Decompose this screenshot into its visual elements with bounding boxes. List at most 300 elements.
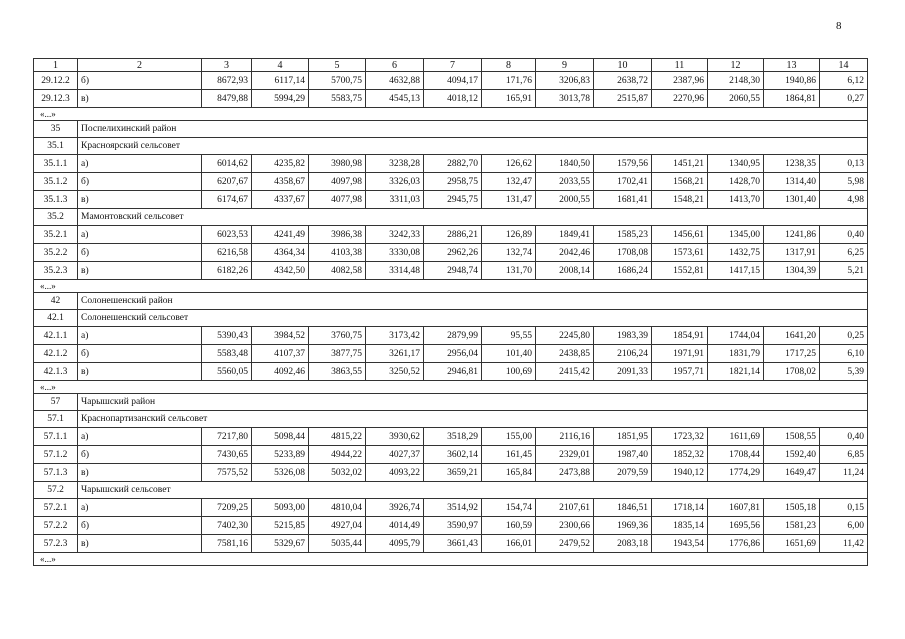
value-cell: 2479,52: [536, 535, 594, 553]
value-cell: 2948,74: [424, 262, 482, 280]
value-cell: 1708,08: [594, 244, 652, 262]
value-cell: 3206,83: [536, 72, 594, 90]
value-cell: 3238,28: [366, 155, 424, 173]
column-header: 2: [78, 59, 202, 72]
column-header: 4: [252, 59, 309, 72]
section-row: [34, 310, 868, 327]
column-header: 7: [424, 59, 482, 72]
value-cell: 1585,23: [594, 226, 652, 244]
value-cell: 1708,44: [708, 446, 764, 464]
row-code: 42.1.3: [34, 363, 78, 381]
row-code: 35.2.2: [34, 244, 78, 262]
value-cell: 11,42: [820, 535, 868, 553]
value-cell: 3926,74: [366, 499, 424, 517]
row-code: 35.1.3: [34, 191, 78, 209]
table-row: [34, 428, 868, 446]
value-cell: 1451,21: [652, 155, 708, 173]
table-row: [34, 327, 868, 345]
value-cell: 1573,61: [652, 244, 708, 262]
row-label: б): [78, 244, 202, 262]
row-code: 42.1.2: [34, 345, 78, 363]
value-cell: 1718,14: [652, 499, 708, 517]
row-label: в): [78, 535, 202, 553]
section-label: Краснопартизанский сельсовет: [78, 411, 868, 428]
value-cell: 1607,81: [708, 499, 764, 517]
value-cell: 0,13: [820, 155, 868, 173]
value-cell: 4077,98: [309, 191, 366, 209]
value-cell: 1592,40: [764, 446, 820, 464]
value-cell: 2060,55: [708, 90, 764, 108]
value-cell: 6174,67: [202, 191, 252, 209]
value-cell: 3013,78: [536, 90, 594, 108]
value-cell: 1702,41: [594, 173, 652, 191]
value-cell: 1776,86: [708, 535, 764, 553]
value-cell: 126,89: [482, 226, 536, 244]
value-cell: 4097,98: [309, 173, 366, 191]
section-label: Красноярский сельсовет: [78, 138, 868, 155]
column-header: 5: [309, 59, 366, 72]
value-cell: 132,74: [482, 244, 536, 262]
value-cell: 5093,00: [252, 499, 309, 517]
value-cell: 1345,00: [708, 226, 764, 244]
row-code: 35.2.1: [34, 226, 78, 244]
table-row: [34, 262, 868, 280]
value-cell: 2079,59: [594, 464, 652, 482]
row-code: 57.1.3: [34, 464, 78, 482]
value-cell: 5215,85: [252, 517, 309, 535]
omission-row: [34, 108, 868, 121]
column-header: 10: [594, 59, 652, 72]
row-label: в): [78, 262, 202, 280]
value-cell: 3314,48: [366, 262, 424, 280]
row-code: 57.1.2: [34, 446, 78, 464]
column-header: 3: [202, 59, 252, 72]
row-label: б): [78, 345, 202, 363]
table-row: [34, 535, 868, 553]
column-header: 14: [820, 59, 868, 72]
value-cell: 1301,40: [764, 191, 820, 209]
value-cell: 4241,49: [252, 226, 309, 244]
section-label: Поспелихинский район: [78, 121, 868, 138]
value-cell: 1969,36: [594, 517, 652, 535]
value-cell: 6,00: [820, 517, 868, 535]
section-label: Солонешенский район: [78, 293, 868, 310]
column-header: 6: [366, 59, 424, 72]
value-cell: 1864,81: [764, 90, 820, 108]
value-cell: 4094,17: [424, 72, 482, 90]
column-header: 13: [764, 59, 820, 72]
value-cell: 0,15: [820, 499, 868, 517]
value-cell: 4095,79: [366, 535, 424, 553]
table-row: [34, 226, 868, 244]
row-label: в): [78, 191, 202, 209]
value-cell: 6014,62: [202, 155, 252, 173]
row-code: 35.1.2: [34, 173, 78, 191]
section-label: Чарышский район: [78, 394, 868, 411]
value-cell: 6182,26: [202, 262, 252, 280]
value-cell: 3661,43: [424, 535, 482, 553]
value-cell: 2438,85: [536, 345, 594, 363]
value-cell: 2638,72: [594, 72, 652, 90]
section-code: 57.2: [34, 482, 78, 499]
value-cell: 3330,08: [366, 244, 424, 262]
value-cell: 1835,14: [652, 517, 708, 535]
value-cell: 1846,51: [594, 499, 652, 517]
value-cell: 1717,25: [764, 345, 820, 363]
value-cell: 3863,55: [309, 363, 366, 381]
value-cell: 4358,67: [252, 173, 309, 191]
value-cell: 3659,21: [424, 464, 482, 482]
value-cell: 6,25: [820, 244, 868, 262]
value-cell: 165,84: [482, 464, 536, 482]
value-cell: 1317,91: [764, 244, 820, 262]
header-row: [34, 59, 868, 72]
value-cell: 1774,29: [708, 464, 764, 482]
value-cell: 5,21: [820, 262, 868, 280]
value-cell: 2106,24: [594, 345, 652, 363]
section-code: 57: [34, 394, 78, 411]
section-code: 35.1: [34, 138, 78, 155]
table-row: [34, 173, 868, 191]
row-label: в): [78, 464, 202, 482]
value-cell: 95,55: [482, 327, 536, 345]
value-cell: 2148,30: [708, 72, 764, 90]
value-cell: 3518,29: [424, 428, 482, 446]
table-row: [34, 155, 868, 173]
value-cell: 2091,33: [594, 363, 652, 381]
value-cell: 2879,99: [424, 327, 482, 345]
row-label: в): [78, 363, 202, 381]
value-cell: 1238,35: [764, 155, 820, 173]
value-cell: 5,39: [820, 363, 868, 381]
value-cell: 2886,21: [424, 226, 482, 244]
value-cell: 2083,18: [594, 535, 652, 553]
value-cell: 5233,89: [252, 446, 309, 464]
section-code: 35: [34, 121, 78, 138]
value-cell: 4944,22: [309, 446, 366, 464]
row-code: 57.2.2: [34, 517, 78, 535]
value-cell: 1940,86: [764, 72, 820, 90]
value-cell: 2962,26: [424, 244, 482, 262]
section-row: [34, 482, 868, 499]
section-row: [34, 121, 868, 138]
omission-row: [34, 381, 868, 394]
value-cell: 1821,14: [708, 363, 764, 381]
value-cell: 1849,41: [536, 226, 594, 244]
value-cell: 4092,46: [252, 363, 309, 381]
row-code: 29.12.2: [34, 72, 78, 90]
value-cell: 2946,81: [424, 363, 482, 381]
value-cell: 7217,80: [202, 428, 252, 446]
value-cell: 4337,67: [252, 191, 309, 209]
value-cell: 2107,61: [536, 499, 594, 517]
value-cell: 4927,04: [309, 517, 366, 535]
value-cell: 3261,17: [366, 345, 424, 363]
tariff-table: [33, 58, 868, 566]
value-cell: 2245,80: [536, 327, 594, 345]
row-code: 35.2.3: [34, 262, 78, 280]
omission-mark: «...»: [34, 280, 868, 293]
value-cell: 101,40: [482, 345, 536, 363]
value-cell: 5326,08: [252, 464, 309, 482]
value-cell: 2882,70: [424, 155, 482, 173]
value-cell: 1681,41: [594, 191, 652, 209]
value-cell: 1340,95: [708, 155, 764, 173]
value-cell: 1708,02: [764, 363, 820, 381]
section-code: 42.1: [34, 310, 78, 327]
value-cell: 3980,98: [309, 155, 366, 173]
value-cell: 0,25: [820, 327, 868, 345]
row-label: а): [78, 428, 202, 446]
table-row: [34, 363, 868, 381]
value-cell: 4815,22: [309, 428, 366, 446]
value-cell: 3242,33: [366, 226, 424, 244]
value-cell: 3173,42: [366, 327, 424, 345]
value-cell: 5035,44: [309, 535, 366, 553]
omission-mark: «...»: [34, 108, 868, 121]
value-cell: 1695,56: [708, 517, 764, 535]
value-cell: 6216,58: [202, 244, 252, 262]
row-code: 35.1.1: [34, 155, 78, 173]
row-label: а): [78, 226, 202, 244]
value-cell: 100,69: [482, 363, 536, 381]
value-cell: 1641,20: [764, 327, 820, 345]
value-cell: 1943,54: [652, 535, 708, 553]
value-cell: 1831,79: [708, 345, 764, 363]
value-cell: 0,40: [820, 226, 868, 244]
value-cell: 2956,04: [424, 345, 482, 363]
value-cell: 166,01: [482, 535, 536, 553]
omission-mark: «...»: [34, 381, 868, 394]
section-row: [34, 411, 868, 428]
value-cell: 1854,91: [652, 327, 708, 345]
value-cell: 6,12: [820, 72, 868, 90]
value-cell: 1651,69: [764, 535, 820, 553]
value-cell: 165,91: [482, 90, 536, 108]
value-cell: 2415,42: [536, 363, 594, 381]
value-cell: 1723,32: [652, 428, 708, 446]
value-cell: 126,62: [482, 155, 536, 173]
row-label: б): [78, 173, 202, 191]
row-label: а): [78, 499, 202, 517]
value-cell: 6,10: [820, 345, 868, 363]
section-code: 35.2: [34, 209, 78, 226]
value-cell: 11,24: [820, 464, 868, 482]
row-code: 42.1.1: [34, 327, 78, 345]
row-code: 57.2.3: [34, 535, 78, 553]
value-cell: 2945,75: [424, 191, 482, 209]
value-cell: 0,27: [820, 90, 868, 108]
value-cell: 5390,43: [202, 327, 252, 345]
table-row: [34, 499, 868, 517]
value-cell: 3877,75: [309, 345, 366, 363]
value-cell: 4103,38: [309, 244, 366, 262]
omission-row: [34, 553, 868, 566]
table-row: [34, 72, 868, 90]
section-code: 57.1: [34, 411, 78, 428]
value-cell: 5583,75: [309, 90, 366, 108]
table-body: [34, 72, 868, 566]
value-cell: 3984,52: [252, 327, 309, 345]
value-cell: 3250,52: [366, 363, 424, 381]
value-cell: 1940,12: [652, 464, 708, 482]
table-row: [34, 517, 868, 535]
value-cell: 7581,16: [202, 535, 252, 553]
value-cell: 2033,55: [536, 173, 594, 191]
value-cell: 2473,88: [536, 464, 594, 482]
row-label: б): [78, 72, 202, 90]
column-header: 11: [652, 59, 708, 72]
column-header: 9: [536, 59, 594, 72]
value-cell: 7402,30: [202, 517, 252, 535]
section-label: Чарышский сельсовет: [78, 482, 868, 499]
value-cell: 5994,29: [252, 90, 309, 108]
value-cell: 1552,81: [652, 262, 708, 280]
section-row: [34, 138, 868, 155]
value-cell: 4082,58: [309, 262, 366, 280]
row-label: б): [78, 446, 202, 464]
value-cell: 3311,03: [366, 191, 424, 209]
value-cell: 8672,93: [202, 72, 252, 90]
value-cell: 3514,92: [424, 499, 482, 517]
value-cell: 3326,03: [366, 173, 424, 191]
value-cell: 7575,52: [202, 464, 252, 482]
value-cell: 3590,97: [424, 517, 482, 535]
value-cell: 4,98: [820, 191, 868, 209]
value-cell: 1508,55: [764, 428, 820, 446]
table-row: [34, 464, 868, 482]
section-label: Мамонтовский сельсовет: [78, 209, 868, 226]
value-cell: 4235,82: [252, 155, 309, 173]
row-label: б): [78, 517, 202, 535]
value-cell: 0,40: [820, 428, 868, 446]
row-label: а): [78, 155, 202, 173]
value-cell: 7209,25: [202, 499, 252, 517]
value-cell: 2515,87: [594, 90, 652, 108]
value-cell: 1851,95: [594, 428, 652, 446]
value-cell: 2270,96: [652, 90, 708, 108]
value-cell: 6117,14: [252, 72, 309, 90]
value-cell: 4093,22: [366, 464, 424, 482]
row-code: 29.12.3: [34, 90, 78, 108]
value-cell: 5560,05: [202, 363, 252, 381]
column-header: 12: [708, 59, 764, 72]
value-cell: 3760,75: [309, 327, 366, 345]
value-cell: 5098,44: [252, 428, 309, 446]
value-cell: 2116,16: [536, 428, 594, 446]
table-row: [34, 345, 868, 363]
omission-row: [34, 280, 868, 293]
value-cell: 5032,02: [309, 464, 366, 482]
value-cell: 1686,24: [594, 262, 652, 280]
value-cell: 1987,40: [594, 446, 652, 464]
value-cell: 1568,21: [652, 173, 708, 191]
value-cell: 2300,66: [536, 517, 594, 535]
value-cell: 8479,88: [202, 90, 252, 108]
value-cell: 154,74: [482, 499, 536, 517]
section-label: Солонешенский сельсовет: [78, 310, 868, 327]
value-cell: 2008,14: [536, 262, 594, 280]
value-cell: 132,47: [482, 173, 536, 191]
value-cell: 2000,55: [536, 191, 594, 209]
column-header: 1: [34, 59, 78, 72]
value-cell: 1241,86: [764, 226, 820, 244]
table-row: [34, 191, 868, 209]
row-code: 57.2.1: [34, 499, 78, 517]
value-cell: 1957,71: [652, 363, 708, 381]
value-cell: 4810,04: [309, 499, 366, 517]
value-cell: 3930,62: [366, 428, 424, 446]
column-header: 8: [482, 59, 536, 72]
value-cell: 4364,34: [252, 244, 309, 262]
value-cell: 4545,13: [366, 90, 424, 108]
value-cell: 5,98: [820, 173, 868, 191]
value-cell: 1971,91: [652, 345, 708, 363]
value-cell: 6207,67: [202, 173, 252, 191]
value-cell: 7430,65: [202, 446, 252, 464]
value-cell: 131,47: [482, 191, 536, 209]
value-cell: 4632,88: [366, 72, 424, 90]
value-cell: 2042,46: [536, 244, 594, 262]
row-label: а): [78, 327, 202, 345]
value-cell: 1611,69: [708, 428, 764, 446]
value-cell: 1983,39: [594, 327, 652, 345]
value-cell: 4107,37: [252, 345, 309, 363]
value-cell: 1413,70: [708, 191, 764, 209]
value-cell: 6023,53: [202, 226, 252, 244]
value-cell: 1505,18: [764, 499, 820, 517]
value-cell: 160,59: [482, 517, 536, 535]
value-cell: 3986,38: [309, 226, 366, 244]
value-cell: 1304,39: [764, 262, 820, 280]
value-cell: 1428,70: [708, 173, 764, 191]
table-row: [34, 446, 868, 464]
value-cell: 1432,75: [708, 244, 764, 262]
value-cell: 171,76: [482, 72, 536, 90]
value-cell: 6,85: [820, 446, 868, 464]
table-row: [34, 90, 868, 108]
section-code: 42: [34, 293, 78, 310]
value-cell: 1852,32: [652, 446, 708, 464]
row-code: 57.1.1: [34, 428, 78, 446]
value-cell: 3602,14: [424, 446, 482, 464]
value-cell: 155,00: [482, 428, 536, 446]
value-cell: 1417,15: [708, 262, 764, 280]
section-row: [34, 209, 868, 226]
value-cell: 4027,37: [366, 446, 424, 464]
value-cell: 4018,12: [424, 90, 482, 108]
section-row: [34, 293, 868, 310]
value-cell: 5583,48: [202, 345, 252, 363]
value-cell: 161,45: [482, 446, 536, 464]
value-cell: 1314,40: [764, 173, 820, 191]
value-cell: 1649,47: [764, 464, 820, 482]
page-number: 8: [836, 20, 842, 32]
value-cell: 131,70: [482, 262, 536, 280]
value-cell: 5700,75: [309, 72, 366, 90]
value-cell: 4342,50: [252, 262, 309, 280]
value-cell: 1579,56: [594, 155, 652, 173]
value-cell: 4014,49: [366, 517, 424, 535]
value-cell: 1840,50: [536, 155, 594, 173]
table-row: [34, 244, 868, 262]
row-label: в): [78, 90, 202, 108]
value-cell: 1456,61: [652, 226, 708, 244]
value-cell: 1581,23: [764, 517, 820, 535]
value-cell: 5329,67: [252, 535, 309, 553]
value-cell: 1744,04: [708, 327, 764, 345]
section-row: [34, 394, 868, 411]
